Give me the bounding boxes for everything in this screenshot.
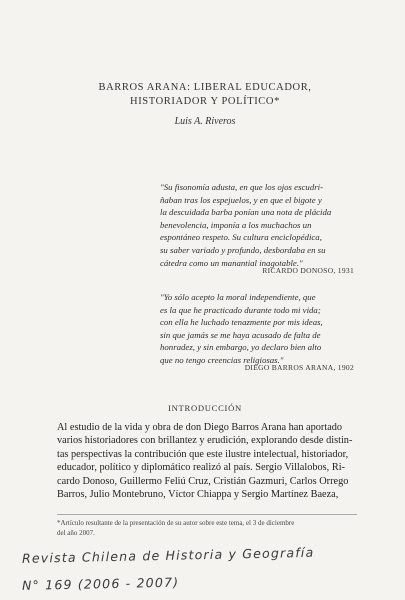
epigraph-2-line: "Yo sólo acepto la moral independiente, que	[160, 292, 316, 302]
footnote-line: del año 2007.	[57, 529, 95, 537]
body-line: Al estudio de la vida y obra de don Diego Barros Arana han aportado	[57, 422, 343, 433]
article-title-line-2: HISTORIADOR Y POLÍTICO*	[130, 96, 280, 107]
handwritten-annotation-line-1: Revista Chilena de Historia y Geografía	[21, 544, 315, 566]
body-line: cardo Donoso, Guillermo Feliú Cruz, Cristián Gazmuri, Carlos Orrego	[57, 475, 349, 487]
epigraph-1-attribution: RICARDO DONOSO, 1931	[262, 266, 354, 275]
epigraph-2-line: sin que jamás se me haya acusado de falta de	[160, 329, 321, 340]
footnote-line: *Artículo resultante de la presentación de su autor sobre este tema, el 3 de diciembre	[57, 519, 295, 527]
handwritten-annotation-line-2: N° 169 (2006 - 2007)	[21, 574, 180, 593]
article-author: Luis A. Riveros	[174, 116, 236, 127]
article-title-line-1: BARROS ARANA: LIBERAL EDUCADOR,	[98, 82, 312, 93]
body-line: varios historiadores con brillantez y erudición, explorando desde distin-	[57, 435, 353, 447]
epigraph-1-line: benevolencia, imponía a los muchachos un	[160, 219, 312, 230]
body-paragraph	[57, 421, 357, 501]
epigraph-1-line: cátedra como un manantial inagotable."	[160, 257, 303, 268]
epigraph-1-line: espontáneo respeto. Su cultura enciclopédica,	[160, 232, 322, 243]
body-line: tas perspectivas la contribución que este ilustre intelectual, historiador,	[57, 448, 349, 460]
body-line: Barros, Julio Montebruno, Víctor Chiappa y Sergio Martínez Baeza,	[57, 489, 339, 501]
body-line: educador, político y diplomático realizó al país. Sergio Villalobos, Ri-	[57, 462, 345, 474]
epigraph-2-line: honradez, y sin embargo, yo declaro bien alto	[160, 342, 322, 353]
epigraph-1-line: ñaban tras los espejuelos, y en que el bigote y	[160, 194, 322, 205]
epigraph-2-line: es la que he practicado durante todo mi vida;	[160, 304, 321, 315]
epigraph-quote-1	[160, 181, 354, 269]
section-heading: INTRODUCCIÓN	[168, 403, 242, 413]
epigraph-1-line: su saber variado y profundo, desbordaba en su	[160, 244, 326, 255]
epigraph-2-line: que no tengo creencias religiosas."	[160, 354, 284, 365]
epigraph-1-line: la descuidada barba ponían una nota de plácida	[160, 207, 332, 218]
epigraph-quote-2	[160, 291, 354, 367]
epigraph-2-attribution: DIEGO BARROS ARANA, 1902	[244, 363, 354, 372]
footnote	[57, 518, 357, 538]
epigraph-2-line: con ella he luchado tenazmente por mis ideas,	[160, 317, 323, 328]
footnote-divider	[57, 514, 357, 515]
epigraph-1-line: "Su fisonomía adusta, en que los ojos escudri-	[160, 182, 324, 192]
